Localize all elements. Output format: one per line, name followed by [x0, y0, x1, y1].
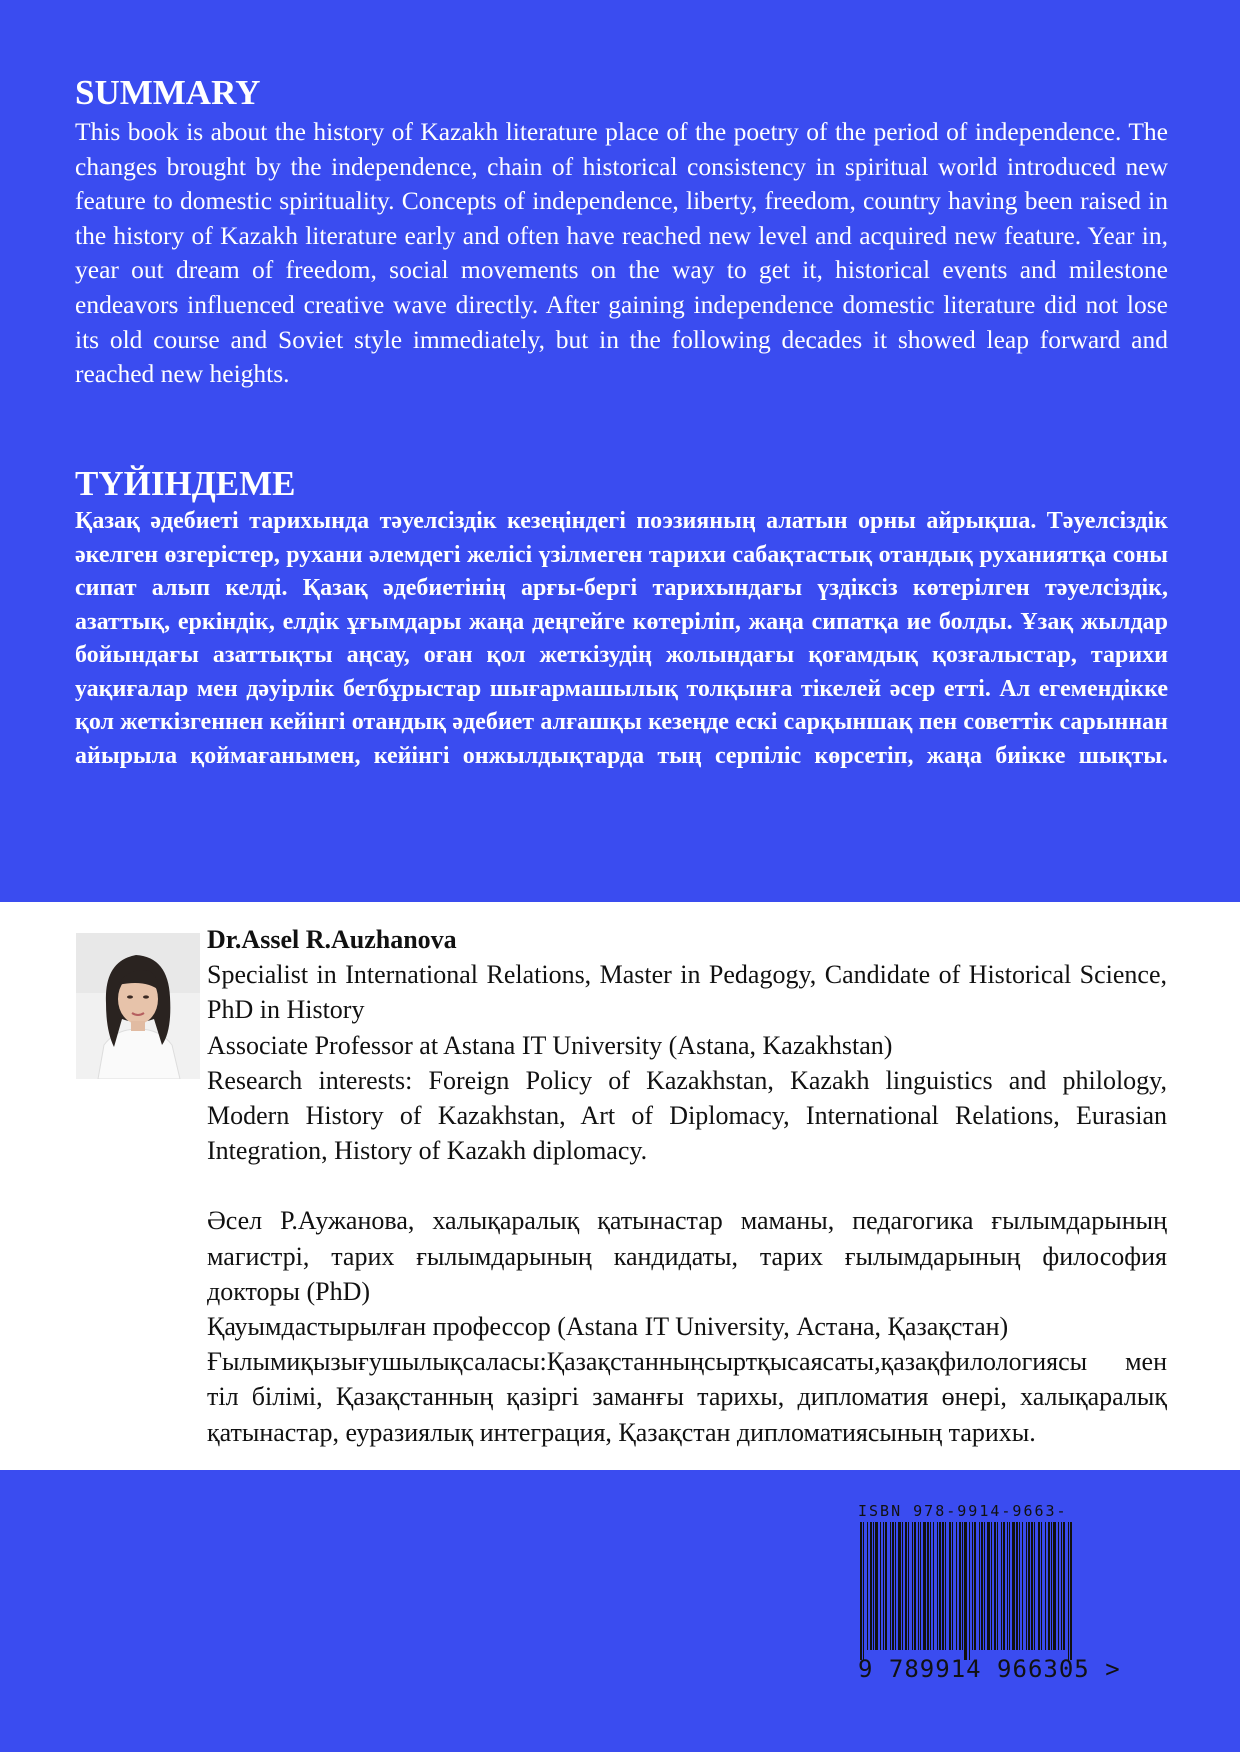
tuyindeme-text: Қазақ әдебиеті тарихында тәуелсіздік кезеңіндегі поэзияның алатын орны айрықша. Тәуелсіздік әкелген өзгерістер, рухани әлемдегі желісі үзілмеген тарихи сабақтастық отандық руханиятқа соны сипат алып келді. Қазақ әдебиетінің арғы-бергі тарихындағы үздіксіз көтерілген тәуелсіздік, азаттық, еркіндік, елдік ұғымдары жаңа деңгейге көтеріліп, жаңа сипатқа ие болды. Ұзақ жылдар бойындағы азаттықты аңсау, оған қол жеткізудің жолындағы қоғамдық қозғалыстар, тарихи уақиғалар мен дәуірлік бетбұрыстар шығармашылық толқынға тікелей әсер етті. Ал егемендікке қол жеткізгеннен кейінгі отандық әдебиет алғашқы кезеңде ескі сарқыншақ пен советтік сарыннан айырыла қоймағанымен, кейінгі онжылдықтарда тың серпіліс көрсетіп, жаңа биікке шықты. — [75, 508, 1168, 769]
tuyindeme-heading: ТҮЙІНДЕМЕ — [75, 464, 296, 503]
summary-text: This book is about the history of Kazakh literature place of the poetry of the period of independence. The changes brought by the independence, chain of historical consistency in spiritual world introduced new feature to domestic spirituality. Concepts of independence, liberty, freedom, country having been raised in the history of Kazakh literature early and often have reached new level and acquired new feature. Year in, year out dream of freedom, social movements on the way to get it, historical events and milestone endeavors influenced creative wave directly. After gaining independence domestic literature did not lose its old course and Soviet style immediately, but in the following decades it showed leap forward and reached new heights. — [75, 117, 1168, 389]
author-credentials: Specialist in International Relations, Master in Pedagogy, Candidate of Historical Science, PhD in History — [207, 960, 1167, 1025]
author-kz-interests: Ғылымиқызығушылықсаласы:Қазақстанныңсыртқысаясаты,қазақфилологиясы мен тіл білімі, Қазақстанның қазіргі заманғы тарихы, дипломатия өнері, халықаралық қатынастар, еуразиялық интеграция, Қазақстан дипломатиясының тарихы. — [207, 1347, 1167, 1447]
isbn-label: ISBN 978-9914-9663- — [858, 1502, 1068, 1520]
author-position: Associate Professor at Astana IT University (Astana, Kazakhstan) — [207, 1030, 893, 1060]
paragraph-spacer — [207, 1168, 1167, 1203]
author-interests: Research interests: Foreign Policy of Kazakhstan, Kazakh linguistics and philology, Modern History of Kazakhstan, Art of Diplomacy, International Relations, Eurasian Integration, History of Kazakh diplomacy. — [207, 1065, 1167, 1166]
author-bio — [207, 922, 1167, 1450]
author-photo — [76, 933, 200, 1079]
author-kz-credentials: Әсел Р.Аужанова, халықаралық қатынастар маманы, педагогика ғылымдарының магистрі, тарих ғылымдарының кандидаты, тарих ғылымдарының философия докторы (PhD) — [207, 1206, 1167, 1306]
author-name: Dr.Assel R.Auzhanova — [207, 925, 457, 954]
barcode-graphic — [856, 1522, 1078, 1660]
author-kz-position: Қауымдастырылған профессор (Astana IT University, Астана, Қазақстан) — [207, 1312, 1009, 1342]
barcode-digits: 9 789914 966305 > — [858, 1655, 1121, 1683]
summary-heading: SUMMARY — [75, 73, 261, 112]
author-panel — [0, 902, 1240, 1470]
